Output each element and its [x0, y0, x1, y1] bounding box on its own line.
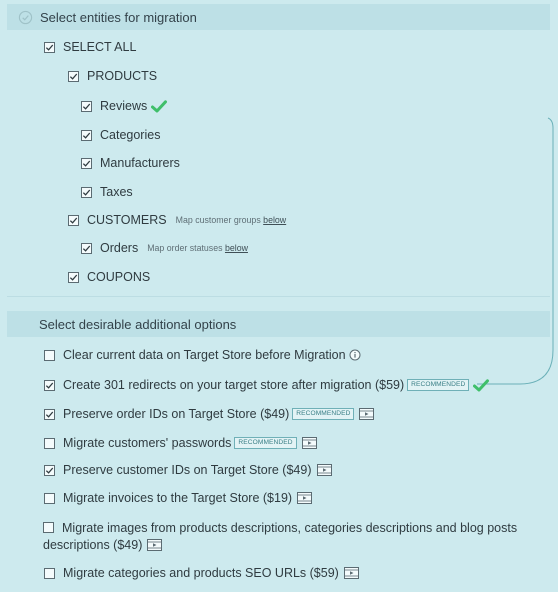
check-icon: [68, 215, 79, 226]
options-section-title: Select desirable additional options: [39, 316, 237, 332]
checkmark-icon: [151, 100, 167, 113]
entities-section-title: Select entities for migration: [40, 9, 197, 25]
circle-check-icon: [18, 10, 33, 25]
video-icon[interactable]: [359, 408, 374, 420]
customers-checkbox[interactable]: [68, 213, 286, 227]
customers-hint: Map customer groups below: [175, 215, 287, 225]
categories-label: Categories: [100, 128, 161, 142]
select-all-label: SELECT ALL: [63, 40, 137, 54]
option-label: Migrate images from products descriptions, categories descriptions and blog posts descriptions ($49): [43, 521, 518, 552]
recommended-badge: RECOMMENDED: [407, 379, 469, 391]
video-icon[interactable]: [147, 539, 162, 551]
checkbox[interactable]: [43, 522, 54, 533]
option-label: Preserve order IDs on Target Store ($49): [63, 407, 290, 421]
check-icon: [81, 158, 92, 169]
products-checkbox[interactable]: [68, 69, 157, 83]
checkbox[interactable]: [44, 438, 55, 449]
option-clear-data[interactable]: [44, 348, 361, 362]
option-migrate-invoices[interactable]: [44, 491, 312, 505]
reviews-label: Reviews: [100, 99, 148, 113]
options-section-header: [7, 311, 550, 337]
products-label: PRODUCTS: [87, 69, 158, 83]
option-label: Migrate invoices to the Target Store ($19): [63, 491, 293, 505]
check-icon: [81, 130, 92, 141]
customer-groups-below-link[interactable]: below: [263, 215, 287, 225]
option-preserve-order-ids[interactable]: [44, 407, 374, 421]
option-migrate-images[interactable]: [43, 520, 523, 554]
taxes-label: Taxes: [100, 185, 133, 199]
categories-checkbox[interactable]: [81, 128, 160, 142]
check-icon[interactable]: [44, 465, 55, 476]
option-label: Migrate categories and products SEO URLs ($59): [63, 566, 339, 580]
option-seo-urls[interactable]: [44, 566, 359, 580]
entities-section-header: [7, 4, 550, 30]
select-all-checkbox[interactable]: [44, 40, 136, 54]
customers-label: CUSTOMERS: [87, 213, 167, 227]
checkmark-icon: [473, 379, 489, 392]
option-customer-passwords[interactable]: [44, 436, 317, 450]
option-preserve-customer-ids[interactable]: [44, 463, 332, 477]
option-label: Migrate customers' passwords: [63, 436, 232, 450]
section-divider: [7, 296, 550, 297]
check-icon: [44, 42, 55, 53]
reviews-checkbox[interactable]: [81, 99, 167, 113]
recommended-badge: RECOMMENDED: [234, 437, 296, 449]
option-label: Preserve customer IDs on Target Store ($49): [63, 463, 312, 477]
video-icon[interactable]: [317, 464, 332, 476]
orders-label: Orders: [100, 241, 139, 255]
checkbox[interactable]: [44, 350, 55, 361]
option-label: Clear current data on Target Store before Migration: [63, 348, 346, 362]
manufacturers-label: Manufacturers: [100, 156, 180, 170]
video-icon[interactable]: [302, 437, 317, 449]
check-icon: [81, 101, 92, 112]
check-icon: [81, 187, 92, 198]
orders-hint: Map order statuses below: [147, 243, 248, 253]
check-icon[interactable]: [44, 409, 55, 420]
check-icon: [81, 243, 92, 254]
video-icon[interactable]: [344, 567, 359, 579]
coupons-checkbox[interactable]: [68, 270, 150, 284]
option-301-redirects[interactable]: [44, 378, 489, 392]
recommended-badge: RECOMMENDED: [292, 408, 354, 420]
check-icon: [68, 272, 79, 283]
coupons-label: COUPONS: [87, 270, 151, 284]
check-icon: [68, 71, 79, 82]
manufacturers-checkbox[interactable]: [81, 156, 180, 170]
check-icon[interactable]: [44, 380, 55, 391]
option-label: Create 301 redirects on your target store after migration ($59): [63, 378, 405, 392]
info-icon[interactable]: [349, 349, 361, 361]
taxes-checkbox[interactable]: [81, 185, 133, 199]
checkbox[interactable]: [44, 568, 55, 579]
orders-checkbox[interactable]: [81, 241, 248, 255]
video-icon[interactable]: [297, 492, 312, 504]
order-statuses-below-link[interactable]: below: [224, 243, 248, 253]
checkbox[interactable]: [44, 493, 55, 504]
